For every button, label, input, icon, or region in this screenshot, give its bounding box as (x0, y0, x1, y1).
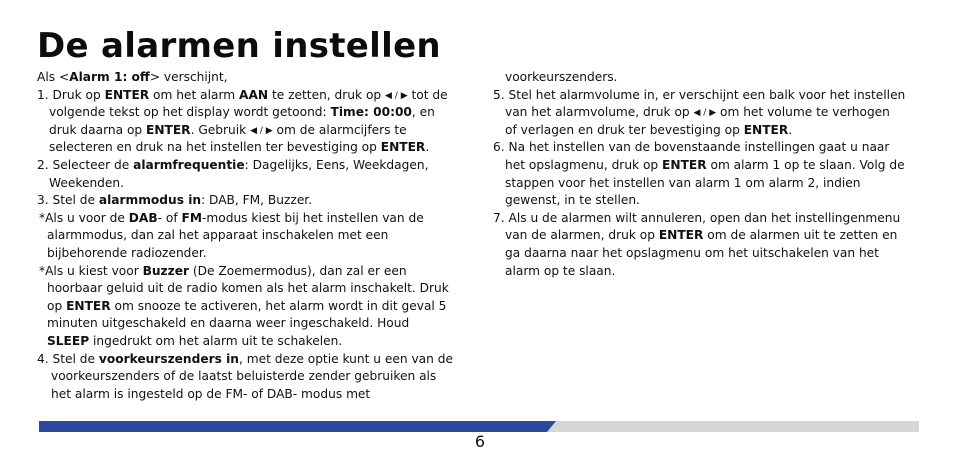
text: , met deze optie kunt u een van de (238, 351, 453, 366)
step-1-line (37, 87, 477, 105)
text: 1. Druk op (37, 87, 105, 102)
alarmfrequentie-label: alarmfrequentie (133, 157, 245, 172)
text: te zetten, druk op (268, 87, 386, 102)
text: Als < (37, 70, 70, 84)
aan-label: AAN (239, 87, 269, 102)
enter-key-label: ENTER (146, 122, 191, 137)
note-dab-fm-line (37, 210, 477, 228)
text: van het alarmvolume, druk op (505, 105, 694, 120)
sleep-key-label: SLEEP (47, 333, 90, 348)
text: 4. Stel de (37, 351, 99, 366)
text: het opslagmenu, druk op (505, 157, 663, 172)
step-6-line: 6. Na het instellen van de bovenstaande instellingen gaat u naar (493, 140, 890, 155)
text: (De Zoemermodus), dan zal er een (189, 263, 407, 278)
step-5-line: 5. Stel het alarmvolume in, er verschijnt een balk voor het instellen (493, 87, 906, 102)
text: of verlagen en druk ter bevestiging op (505, 122, 744, 137)
text: : DAB, FM, Buzzer. (201, 193, 313, 208)
left-column (37, 69, 477, 403)
step-6-line (493, 157, 923, 175)
page-number: 6 (474, 432, 486, 451)
step-1-line (37, 104, 477, 122)
fm-label: FM (181, 210, 202, 225)
text: . (788, 122, 793, 137)
text: tot de (407, 87, 448, 102)
note-buzzer-line: minuten uitgeschakeld en daarna weer ingeschakeld. Houd (47, 316, 410, 331)
left-right-arrow-icon: ◀ / ▶ (693, 108, 717, 119)
step-5-line (493, 104, 923, 122)
step-4-line: het alarm is ingesteld op de FM- of DAB- modus met (51, 386, 371, 401)
note-dab-fm-line: alarmmodus, dan zal het apparaat inschakelen met een (47, 228, 389, 243)
enter-key-label: ENTER (743, 122, 789, 137)
right-column (493, 69, 923, 280)
text: van de alarmen, druk op (505, 228, 659, 243)
voorkeurszenders-label: voorkeurszenders in (98, 351, 239, 366)
page-title: De alarmen instellen (37, 26, 441, 66)
step-7-line: 7. Als u de alarmen wilt annuleren, open dan het instellingenmenu (493, 210, 901, 225)
note-buzzer-line: hoorbaar geluid uit de radio komen als het alarm inschakelt. Druk (47, 281, 449, 296)
enter-key-label: ENTER (662, 157, 707, 172)
text: - of (157, 210, 182, 225)
step-1-line (37, 122, 477, 140)
text: om snooze te activeren, het alarm wordt in dit geval 5 (110, 298, 447, 313)
text: om het volume te verhogen (716, 105, 890, 120)
footer-bar (39, 421, 919, 432)
alarm-state-label: Alarm 1: off (69, 70, 150, 84)
text: volgende tekst op het display wordt getoond: (49, 105, 331, 120)
intro-line (37, 69, 477, 87)
left-right-arrow-icon: ◀ / ▶ (250, 125, 273, 136)
step-4-line (37, 351, 477, 369)
text: om alarm 1 op te slaan. Volg de (706, 157, 905, 172)
step-6-line: stappen voor het instellen van alarm 1 om alarm 2, indien (505, 175, 861, 190)
step-2-line: Weekenden. (49, 175, 125, 190)
step-7-line: alarm op te slaan. (505, 263, 616, 278)
dab-label: DAB (128, 210, 158, 225)
text: om de alarmen uit te zetten en (703, 228, 898, 243)
enter-key-label: ENTER (104, 87, 150, 102)
text: . Gebruik (190, 122, 251, 137)
text: -modus kiest bij het instellen van de (201, 210, 424, 225)
step-5-line (493, 122, 923, 140)
text: 2. Selecteer de (37, 157, 134, 172)
enter-key-label: ENTER (380, 140, 426, 155)
note-buzzer-line (37, 333, 477, 351)
step-6-line: gewenst, in te stellen. (505, 193, 640, 208)
text: *Als u voor de (39, 210, 129, 225)
text: druk daarna op (49, 122, 147, 137)
note-buzzer-line (37, 298, 477, 316)
buzzer-label: Buzzer (142, 263, 190, 278)
note-buzzer-line (37, 263, 477, 281)
step-7-line (493, 227, 923, 245)
step-7-line: ga daarna naar het opslagmenu om het uitschakelen van het (505, 245, 879, 260)
left-right-arrow-icon: ◀ / ▶ (385, 90, 408, 101)
text: > verschijnt, (149, 70, 228, 84)
text: *Als u kiest voor (39, 263, 143, 278)
step-3-line (37, 192, 477, 210)
text: om de alarmcijfers te (272, 122, 407, 137)
text: 3. Stel de (37, 193, 99, 208)
step-2-line (37, 157, 477, 175)
text: : Dagelijks, Eens, Weekdagen, (244, 157, 429, 172)
text: ingedrukt om het alarm uit te schakelen. (89, 333, 343, 348)
note-dab-fm-line: bijbehorende radiozender. (47, 245, 207, 260)
step-4-line: voorkeurszenders of de laatst beluisterde zender gebruiken als (51, 369, 437, 384)
footer-bar-graphic (39, 421, 919, 432)
text: , en (411, 105, 435, 120)
text: selecteren en druk na het instellen ter bevestiging op (49, 140, 381, 155)
time-label: Time: 00:00 (330, 105, 412, 120)
footer-bar-blue (39, 421, 556, 432)
text: om het alarm (149, 87, 240, 102)
enter-key-label: ENTER (66, 298, 111, 313)
enter-key-label: ENTER (658, 228, 704, 243)
step-4-line: voorkeurszenders. (505, 70, 618, 84)
step-1-line (37, 139, 477, 157)
text: op (47, 298, 67, 313)
alarmmodus-label: alarmmodus in (98, 193, 202, 208)
text: . (425, 140, 430, 155)
